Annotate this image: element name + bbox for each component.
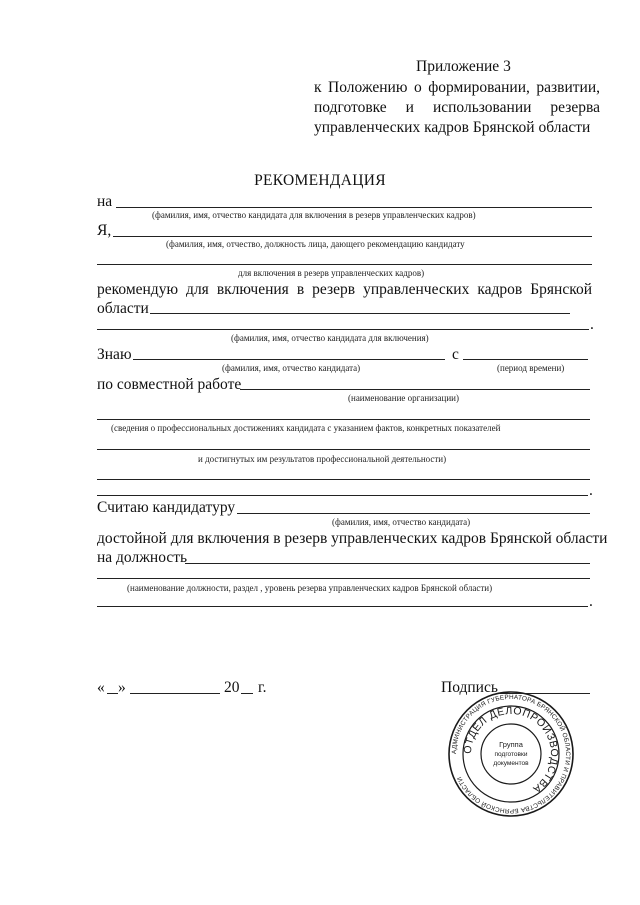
caption-candidate-inclusion: (фамилия, имя, отчество кандидата для включения) xyxy=(231,333,429,343)
label-consider: Считаю кандидатуру xyxy=(97,499,236,516)
field-month-line[interactable] xyxy=(130,693,220,694)
label-ya: Я, xyxy=(97,222,112,239)
recommend-text: рекомендую для включения в резерв управленческих кадров Брянской xyxy=(97,281,592,298)
stamp-inner-text: ОТДЕЛ ДЕЛОПРОИЗВОДСТВА xyxy=(461,704,561,796)
caption-candidate-2: (фамилия, имя, отчество кандидата) xyxy=(332,517,471,527)
caption-achievements-2: и достигнутых им результатов профессиональной деятельности) xyxy=(198,454,447,464)
worthy-text: достойной для включения в резерв управленческих кадров Брянской области xyxy=(97,530,608,547)
period-2: . xyxy=(589,482,593,499)
period-1: . xyxy=(590,316,594,333)
field-year-line[interactable] xyxy=(241,693,253,694)
stamp-center-line-2: подготовки xyxy=(494,751,528,758)
stamp-center-line-1: Группа xyxy=(499,740,523,749)
field-achievements-line-3[interactable] xyxy=(97,479,590,480)
caption-recommender-2: для включения в резерв управленческих кадров) xyxy=(238,268,425,278)
field-candidate-line[interactable] xyxy=(116,207,592,208)
field-organization-line[interactable] xyxy=(240,389,590,390)
field-recommender-line[interactable] xyxy=(113,236,592,237)
field-achievements-line-1[interactable] xyxy=(97,419,590,420)
date-open-quote: « xyxy=(97,679,105,696)
stamp-center-line-3: документов xyxy=(493,760,529,767)
caption-recommender: (фамилия, имя, отчество, должность лица, дающего рекомендацию кандидату xyxy=(166,239,465,249)
appendix-header xyxy=(314,78,600,138)
label-joint-work: по совместной работе xyxy=(97,376,242,393)
field-recommender-line-2[interactable] xyxy=(97,264,592,265)
header-line-2: подготовке и использовании резерва xyxy=(314,99,600,116)
period-3: . xyxy=(589,593,593,610)
field-consider-candidate-line[interactable] xyxy=(237,513,590,514)
field-achievements-line-2[interactable] xyxy=(97,449,590,450)
stamp-outer-text: АДМИНИСТРАЦИЯ ГУБЕРНАТОРА БРЯНСКОЙ ОБЛАСТИ И ПРАВИТЕЛЬСТВА БРЯНСКОЙ ОБЛАСТИ xyxy=(450,693,572,815)
appendix-number: Приложение 3 xyxy=(416,58,511,75)
caption-period: (период времени) xyxy=(497,363,565,373)
label-na: на xyxy=(97,193,113,210)
header-line-1: к Положению о формировании, развитии, xyxy=(314,79,600,96)
year-suffix: г. xyxy=(258,679,267,696)
field-position-line[interactable] xyxy=(185,563,590,564)
header-line-3: управленческих кадров Брянской области xyxy=(314,119,591,136)
field-known-candidate-line[interactable] xyxy=(133,359,445,360)
field-achievements-line-4[interactable] xyxy=(97,495,588,496)
field-position-line-2[interactable] xyxy=(97,578,590,579)
label-position: на должность xyxy=(97,549,188,566)
field-candidate-inclusion-line[interactable] xyxy=(97,329,589,330)
field-period-line[interactable] xyxy=(463,359,588,360)
caption-organization: (наименование организации) xyxy=(348,393,459,403)
caption-candidate: (фамилия, имя, отчество кандидата) xyxy=(222,363,361,373)
department-stamp xyxy=(447,690,575,818)
caption-position: (наименование должности, раздел , уровень резерва управленческих кадров Брянской области) xyxy=(127,583,493,593)
year-prefix: 20 xyxy=(224,679,240,696)
label-oblasti: области xyxy=(97,300,149,317)
caption-candidate-fio: (фамилия, имя, отчество кандидата для включения в резерв управленческих кадров) xyxy=(152,210,476,220)
field-position-line-3[interactable] xyxy=(97,606,588,607)
field-oblasti-line[interactable] xyxy=(150,313,570,314)
field-day-line[interactable] xyxy=(107,693,118,694)
label-s: с xyxy=(452,346,459,363)
label-znayu: Знаю xyxy=(97,346,132,363)
signature-label: Подпись xyxy=(441,679,498,696)
date-close-quote: » xyxy=(118,679,126,696)
document-title: РЕКОМЕНДАЦИЯ xyxy=(254,172,386,189)
caption-achievements: (сведения о профессиональных достижениях кандидата с указанием фактов, конкретных показателей xyxy=(111,423,501,433)
